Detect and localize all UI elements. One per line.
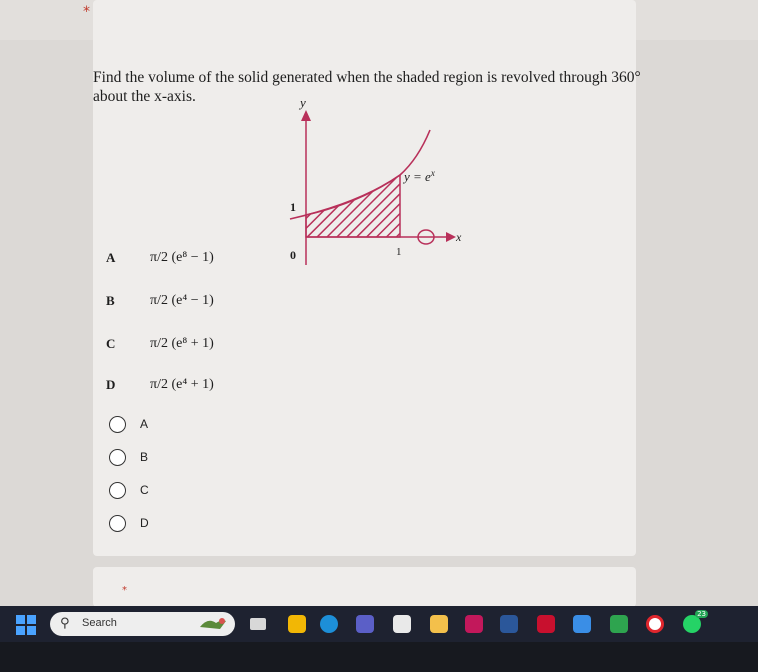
x-axis-label: x — [456, 230, 462, 244]
choice-expression: π/2 (e⁸ − 1) — [150, 250, 214, 265]
option-label: B — [140, 450, 149, 464]
choice-letter: B — [106, 293, 115, 308]
radio-button[interactable] — [109, 482, 126, 499]
folder-icon[interactable] — [430, 615, 448, 633]
tick-x-1: 1 — [396, 246, 402, 258]
search-icon: ⚲ — [60, 616, 70, 631]
next-question-card — [93, 567, 636, 607]
required-marker-next: * — [122, 585, 127, 596]
opera-icon[interactable] — [646, 615, 664, 633]
y-axis-arrow — [301, 110, 311, 121]
radio-button[interactable] — [109, 449, 126, 466]
mcafee-icon[interactable] — [537, 615, 555, 633]
option-label: C — [140, 483, 149, 497]
taskbar-search-box[interactable] — [50, 612, 235, 636]
task-view-icon[interactable] — [250, 618, 266, 630]
origin-label: 0 — [290, 248, 296, 262]
required-marker: * — [83, 4, 90, 20]
radio-button[interactable] — [109, 515, 126, 532]
word-icon[interactable] — [500, 615, 518, 633]
taskbar — [0, 606, 758, 642]
windows-start-icon[interactable] — [16, 615, 36, 635]
search-highlight-icon — [198, 615, 228, 633]
search-placeholder: Search — [82, 617, 117, 629]
chat-icon[interactable] — [683, 610, 706, 633]
graph — [270, 95, 480, 275]
option-label: D — [140, 516, 149, 530]
edge-icon[interactable] — [320, 615, 338, 633]
maps-icon[interactable] — [610, 615, 628, 633]
choice-letter: A — [106, 250, 116, 265]
option-label: A — [140, 417, 149, 431]
notification-badge: 23 — [697, 610, 706, 618]
store-icon[interactable] — [393, 615, 411, 633]
file-explorer-icon[interactable] — [288, 615, 306, 633]
tick-y-1: 1 — [290, 200, 296, 214]
choice-letter: C — [106, 336, 116, 351]
y-axis-label: y — [300, 95, 306, 110]
x-axis-arrow — [446, 232, 456, 242]
radio-button[interactable] — [109, 416, 126, 433]
question-text: Find the volume of the solid generated when the shaded region is revolved through 360° about the x-axis. — [93, 69, 641, 105]
teams-icon[interactable] — [356, 615, 374, 633]
media-player-icon[interactable] — [465, 615, 483, 633]
choice-expression: π/2 (e⁴ − 1) — [150, 293, 214, 308]
messaging-icon[interactable] — [573, 615, 591, 633]
choice-letter: D — [106, 377, 116, 392]
bottom-bezel — [0, 642, 758, 672]
choice-expression: π/2 (e⁴ + 1) — [150, 377, 214, 392]
curve-label: $y = e^x$ — [404, 168, 435, 184]
choice-expression: π/2 (e⁸ + 1) — [150, 336, 214, 351]
